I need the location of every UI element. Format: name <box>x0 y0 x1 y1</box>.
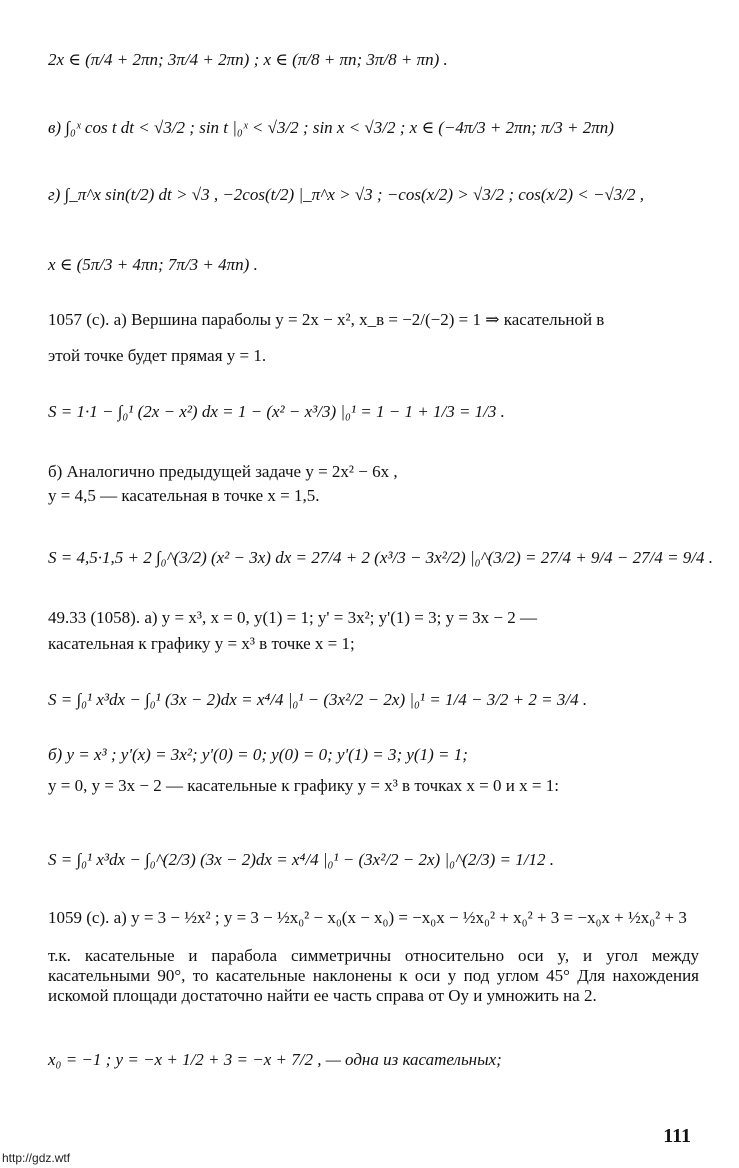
problem-1059-tangent-line: x₀ = −1 ; y = −x + 1/2 + 3 = −x + 7/2 , — одна из касательных; <box>48 1050 502 1069</box>
problem-1059-header: 1059 (с). а) y = 3 − ½x² ; y = 3 − ½x₀² − x₀(x − x₀) = −x₀x − ½x₀² + x₀² + 3 = −x₀x + ½x₀² + 3 <box>48 908 687 927</box>
problem-1057b-area-formula: S = 4,5·1,5 + 2 ∫₀^(3/2) (x² − 3x) dx = 27/4 + 2 (x³/3 − 3x²/2) |₀^(3/2) = 27/4 + 9/4 − 27/4 = 9/4 . <box>48 548 714 567</box>
problem-1057a-area-formula: S = 1·1 − ∫₀¹ (2x − x²) dx = 1 − (x² − x³/3) |₀¹ = 1 − 1 + 1/3 = 1/3 . <box>48 402 505 421</box>
problem-1059-explanation: т.к. касательные и парабола симметричны относительно оси y, и угол между касательными 90°, то касательные наклонены к оси y под углом 45° Для нахождения искомой площади достаточно найти ее часть справа от Oy и умножить на 2. <box>48 946 699 1005</box>
problem-49-33-header: 49.33 (1058). а) y = x³, x = 0, y(1) = 1; y' = 3x²; y'(1) = 3; y = 3x − 2 — <box>48 608 538 627</box>
solution-line-interval-2x: 2x ∈ (π/4 + 2πn; 3π/4 + 2πn) ; x ∈ (π/8 + πn; 3π/8 + πn) . <box>48 50 448 69</box>
problem-1057-tangent-text: этой точке будет прямая y = 1. <box>48 346 267 365</box>
solution-line-part-g: г) ∫_π^x sin(t/2) dt > √3 , −2cos(t/2) |_π^x > √3 ; −cos(x/2) > √3/2 ; cos(x/2) < −√3/2 , <box>48 185 644 204</box>
page-number: 111 <box>663 1125 691 1147</box>
problem-1057-header: 1057 (с). а) Вершина параболы y = 2x − x², x_в = −2/(−2) = 1 ⇒ касательной в <box>48 310 605 329</box>
problem-49-33b-tangents: y = 0, y = 3x − 2 — касательные к графику y = x³ в точках x = 0 и x = 1: <box>48 776 559 795</box>
solution-line-part-v: в) ∫₀ˣ cos t dt < √3/2 ; sin t |₀ˣ < √3/2 ; sin x < √3/2 ; x ∈ (−4π/3 + 2πn; π/3 + 2πn) <box>48 118 614 137</box>
problem-1057b-parabola: б) Аналогично предыдущей задаче y = 2x² − 6x , <box>48 462 398 481</box>
problem-49-33a-area-formula: S = ∫₀¹ x³dx − ∫₀¹ (3x − 2)dx = x⁴/4 |₀¹ − (3x²/2 − 2x) |₀¹ = 1/4 − 3/2 + 2 = 3/4 . <box>48 690 588 709</box>
problem-49-33b-derivatives: б) y = x³ ; y'(x) = 3x²; y'(0) = 0; y(0) = 0; y'(1) = 3; y(1) = 1; <box>48 745 468 764</box>
watermark-link[interactable]: http://gdz.wtf <box>2 1151 71 1165</box>
solution-line-interval-x: x ∈ (5π/3 + 4πn; 7π/3 + 4πn) . <box>48 255 258 274</box>
problem-1057b-tangent: y = 4,5 — касательная в точке x = 1,5. <box>48 486 320 505</box>
problem-49-33b-area-formula: S = ∫₀¹ x³dx − ∫₀^(2/3) (3x − 2)dx = x⁴/4 |₀¹ − (3x²/2 − 2x) |₀^(2/3) = 1/12 . <box>48 850 554 869</box>
problem-49-33-tangent-text: касательная к графику y = x³ в точке x = 1; <box>48 634 355 653</box>
